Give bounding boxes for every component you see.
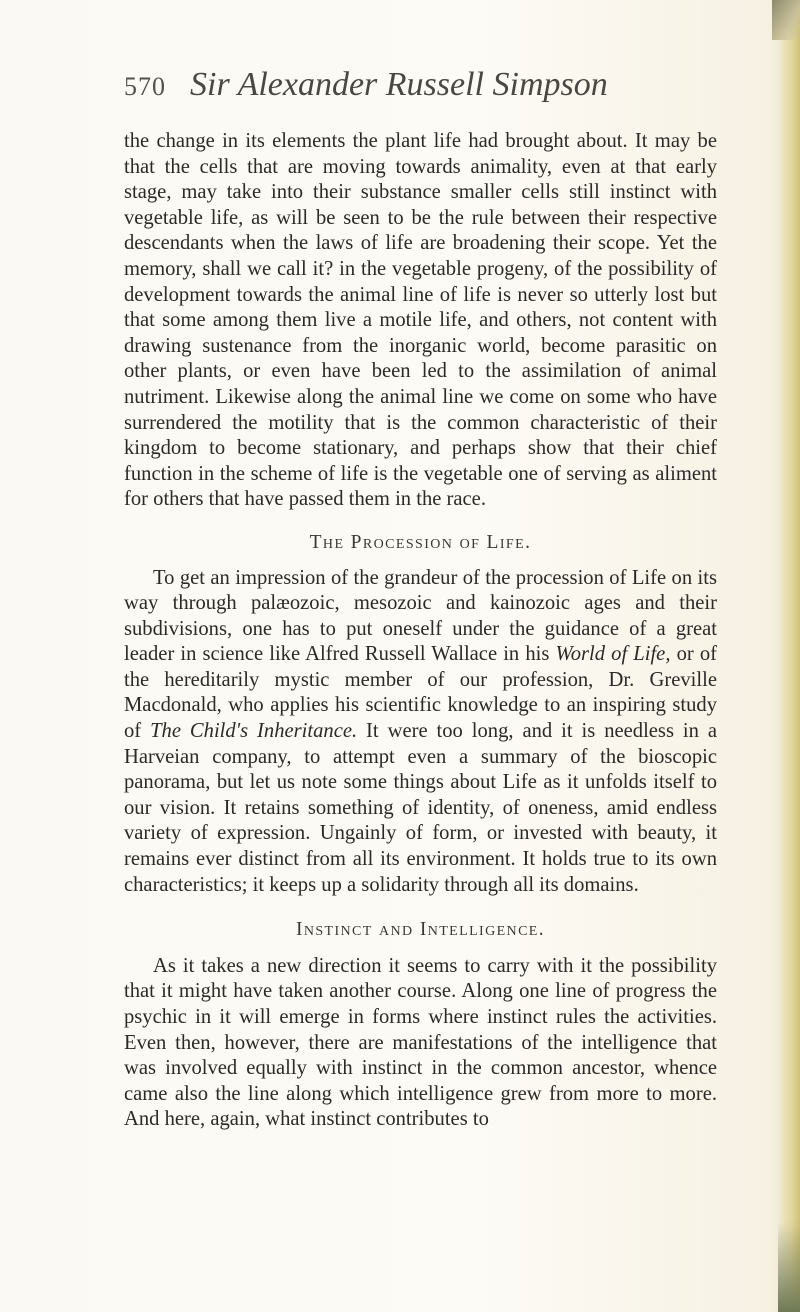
page-edge-shading: [778, 0, 800, 1312]
body-text: [124, 129, 717, 1133]
book-title-childs-inheritance: The Child's Inheritance.: [150, 720, 358, 743]
book-title-world-of-life: World of Life,: [555, 643, 671, 666]
paragraph-1: the change in its elements the plant life had brought about. It may be that the cells that are moving towards animality, even at that early stage, may take into their substance smaller cells still instinct with vegetable life, as will be seen to be the rule between their respective descendants when the laws of life are broadening their scope. Yet the memory, shall we call it? in the vegetable progeny, of the possibility of development towards the animal line of life is never so utterly lost but that some among them live a motile life, and others, not content with drawing sustenance from the inorganic world, become parasitic on other plants, or even have been led to the assimilation of animal nutriment. Likewise along the animal line we come on some who have surrendered the motility that is the common characteristic of their kingdom to become stationary, and perhaps show that their chief function in the scheme of life is the vegetable one of serving as aliment for others that have passed them in the race.: [124, 130, 717, 511]
page-corner-shading: [772, 0, 800, 40]
paragraph-2-part-1: To get an impression of the grandeur of the procession of Life on its way through palæozoic, mesozoic and kainozoic ages and their subdivisions, one has to put oneself under the guidance of a great leader in science like Alfred Russell Wallace in his: [124, 566, 717, 666]
page-number: 570: [124, 72, 166, 101]
running-header: [124, 66, 704, 106]
paragraph-2-part-2: or of the hereditarily mystic member of our profession, Dr. Greville Macdonald, who applies his scientific knowledge to an inspiring study of: [124, 643, 718, 743]
page-corner-bottom-shading: [778, 1222, 800, 1312]
section-heading-procession-of-life: The Procession of Life.: [309, 531, 532, 553]
paragraph-2-part-3: It were too long, and it is needless in a Harveian company, to attempt even a summary of the bioscopic panorama, but let us note some things about Life as it unfolds itself to our vision. It retains something of identity, of oneness, amid endless variety of expression. Ungainly of form, or invested with beauty, it remains ever distinct from all its environment. It holds true to its own characteristics; it keeps up a solidarity through all its domains.: [124, 720, 717, 896]
running-title: Sir Alexander Russell Simpson: [190, 66, 608, 103]
section-heading-instinct-and-intelligence: Instinct and Intelligence.: [295, 919, 546, 941]
paragraph-3: As it takes a new direction it seems to carry with it the possibility that it might have taken another course. Along one line of progress the psychic in it will emerge in forms where instinct rules the activities. Even then, however, there are manifestations of the intelligence that was involved equally with instinct in the common ancestor, whence came also the line along which intelligence grew from more to more. And here, again, what instinct contributes to: [124, 954, 717, 1131]
paragraph-2: [124, 566, 717, 899]
